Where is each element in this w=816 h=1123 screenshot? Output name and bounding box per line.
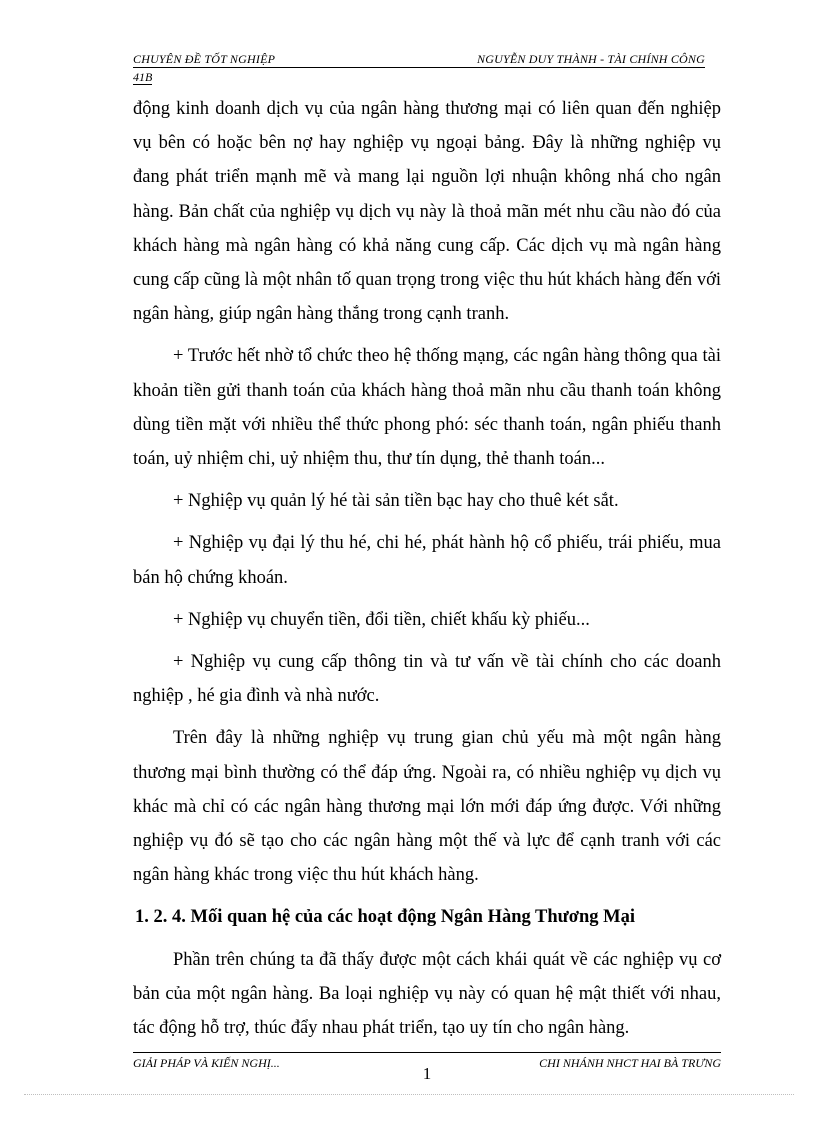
paragraph-transfer-services: + Nghiệp vụ chuyển tiền, đổi tiền, chiết khấu kỳ phiếu... [173, 609, 590, 630]
header-line [133, 52, 705, 68]
paragraph-summary: Trên đây là những nghiệp vụ trung gian chủ yếu mà một ngân hàng thương mại bình thường có thể đáp ứng. Ngoài ra, có nhiều nghiệp vụ dịch vụ khác mà chỉ có các ngân hàng thương mại lớn mới đáp ứng được. Với những nghiệp vụ đó sẽ tạo cho các ngân hàng một thế và lực để cạnh tranh với các ngân hàng khác trong việc thu hút khách hàng. [133, 728, 721, 886]
footer-rule [133, 1052, 721, 1053]
paragraph-consulting-services: + Nghiệp vụ cung cấp thông tin và tư vấn về tài chính cho các doanh nghiệp , hé gia đình và nhà nước. [133, 652, 721, 707]
page-number: 1 [422, 1064, 432, 1083]
paragraph-section-intro: Phần trên chúng ta đã thấy được một cách khái quát về các nghiệp vụ cơ bản của một ngân hàng. Ba loại nghiệp vụ này có quan hệ mật thiết với nhau, tác động hỗ trợ, thúc đẩy nhau phát triển, tạo uy tín cho ngân hàng. [133, 949, 721, 1039]
page-header [133, 52, 705, 86]
footer-left-text: GIẢI PHÁP VÀ KIẾN NGHỊ... [133, 1056, 280, 1070]
paragraph-intro: động kinh doanh dịch vụ của ngân hàng thương mại có liên quan đến nghiệp vụ bên có hoặc bên nợ hay nghiệp vụ ngoại bảng. Đây là những nghiệp vụ đang phát triển mạnh mẽ và mang lại nguồn lợi nhuận không nhá cho ngân hàng. Bản chất của nghiệp vụ dịch vụ này là thoả mãn mét nhu cầu nào đó của khách hàng mà ngân hàng có khả năng cung cấp. Các dịch vụ mà ngân hàng cung cấp cũng là một nhân tố quan trọng trong việc thu hút khách hàng đến với ngân hàng, giúp ngân hàng thắng trong cạnh tranh. [133, 99, 721, 325]
paragraph-payment-services: + Trước hết nhờ tổ chức theo hệ thống mạng, các ngân hàng thông qua tài khoản tiền gửi thanh toán của khách hàng thoả mãn nhu cầu thanh toán không dùng tiền mặt với nhiều thể thức phong phó: séc thanh toán, ngân phiếu thanh toán, uỷ nhiệm chi, uỷ nhiệm thu, thư tín dụng, thẻ thanh toán... [133, 346, 721, 470]
paragraph-asset-management: + Nghiệp vụ quản lý hé tài sản tiền bạc hay cho thuê két sắt. [173, 491, 619, 512]
header-continuation: 41B [133, 70, 153, 84]
document-body [133, 92, 721, 1045]
page-footer [133, 1052, 721, 1083]
paragraph-agency-services: + Nghiệp vụ đại lý thu hé, chi hé, phát hành hộ cổ phiếu, trái phiếu, mua bán hộ chứng khoán. [133, 533, 721, 588]
header-left-title: CHUYÊN ĐỀ TỐT NGHIỆP [133, 52, 276, 66]
page-bottom-dotted-rule [24, 1094, 794, 1095]
section-heading: 1. 2. 4. Mối quan hệ của các hoạt động Ngân Hàng Thương Mại [135, 907, 636, 928]
header-right-author: NGUYỄN DUY THÀNH - TÀI CHÍNH CÔNG [477, 52, 705, 66]
footer-right-text: CHI NHÁNH NHCT HAI BÀ TRƯNG [539, 1056, 721, 1070]
